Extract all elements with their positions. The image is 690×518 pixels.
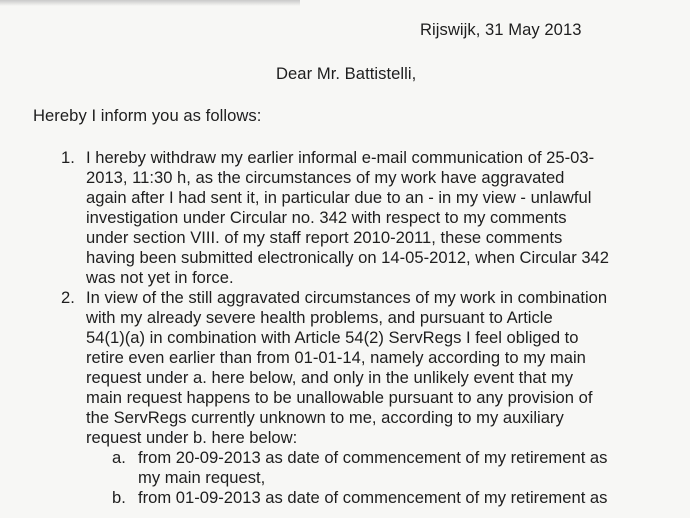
text-line: having been submitted electronically on 14-05-2012, when Circular 342 <box>86 248 610 267</box>
text-line: my main request, <box>138 468 266 487</box>
sublist-item <box>86 448 690 488</box>
subitem-letter: a. <box>112 448 126 467</box>
list-item <box>0 288 690 508</box>
text-line: main request happens to be unallowable pursuant to any provision of <box>86 388 593 407</box>
subitem-text <box>138 488 690 508</box>
text-line: 2013, 11:30 h, as the circumstances of my work have aggravated <box>86 168 565 187</box>
text-line: I hereby withdraw my earlier informal e-mail communication of 25-03- <box>86 148 595 167</box>
list-item <box>0 148 690 288</box>
place-date: Rijswijk, 31 May 2013 <box>420 20 582 39</box>
salutation: Dear Mr. Battistelli, <box>276 64 417 83</box>
text-line: was not yet in force. <box>86 268 234 287</box>
text-line: request under a. here below, and only in the unlikely event that my <box>86 368 574 387</box>
text-line: retire even earlier than from 01-01-14, namely according to my main <box>86 348 586 367</box>
text-line: from 01-09-2013 as date of commencement of my retirement as <box>138 488 608 507</box>
sublist-item <box>86 488 690 508</box>
text-line: the ServRegs currently unknown to me, according to my auxiliary <box>86 408 564 427</box>
text-line: from 20-09-2013 as date of commencement of my retirement as <box>138 448 608 467</box>
text-line: request under b. here below: <box>86 428 298 447</box>
text-line: investigation under Circular no. 342 with respect to my comments <box>86 208 567 227</box>
subitem-text <box>138 448 690 488</box>
item-text <box>86 288 690 508</box>
intro-line: Hereby I inform you as follows: <box>33 106 262 125</box>
text-line: under section VIII. of my staff report 2010-2011, these comments <box>86 228 563 247</box>
text-line: In view of the still aggravated circumstances of my work in combination <box>86 288 608 307</box>
item-text <box>86 148 690 288</box>
numbered-list <box>0 148 690 508</box>
item-number: 2. <box>61 288 75 307</box>
text-line: 54(1)(a) in combination with Article 54(2) ServRegs I feel obliged to <box>86 328 579 347</box>
text-line: with my already severe health problems, and pursuant to Article <box>86 308 553 327</box>
subitem-letter: b. <box>112 488 126 507</box>
item-number: 1. <box>61 148 75 167</box>
scan-edge-shadow <box>0 0 300 6</box>
text-line: again after I had sent it, in particular due to an - in my view - unlawful <box>86 188 592 207</box>
lettered-sublist <box>86 448 690 508</box>
